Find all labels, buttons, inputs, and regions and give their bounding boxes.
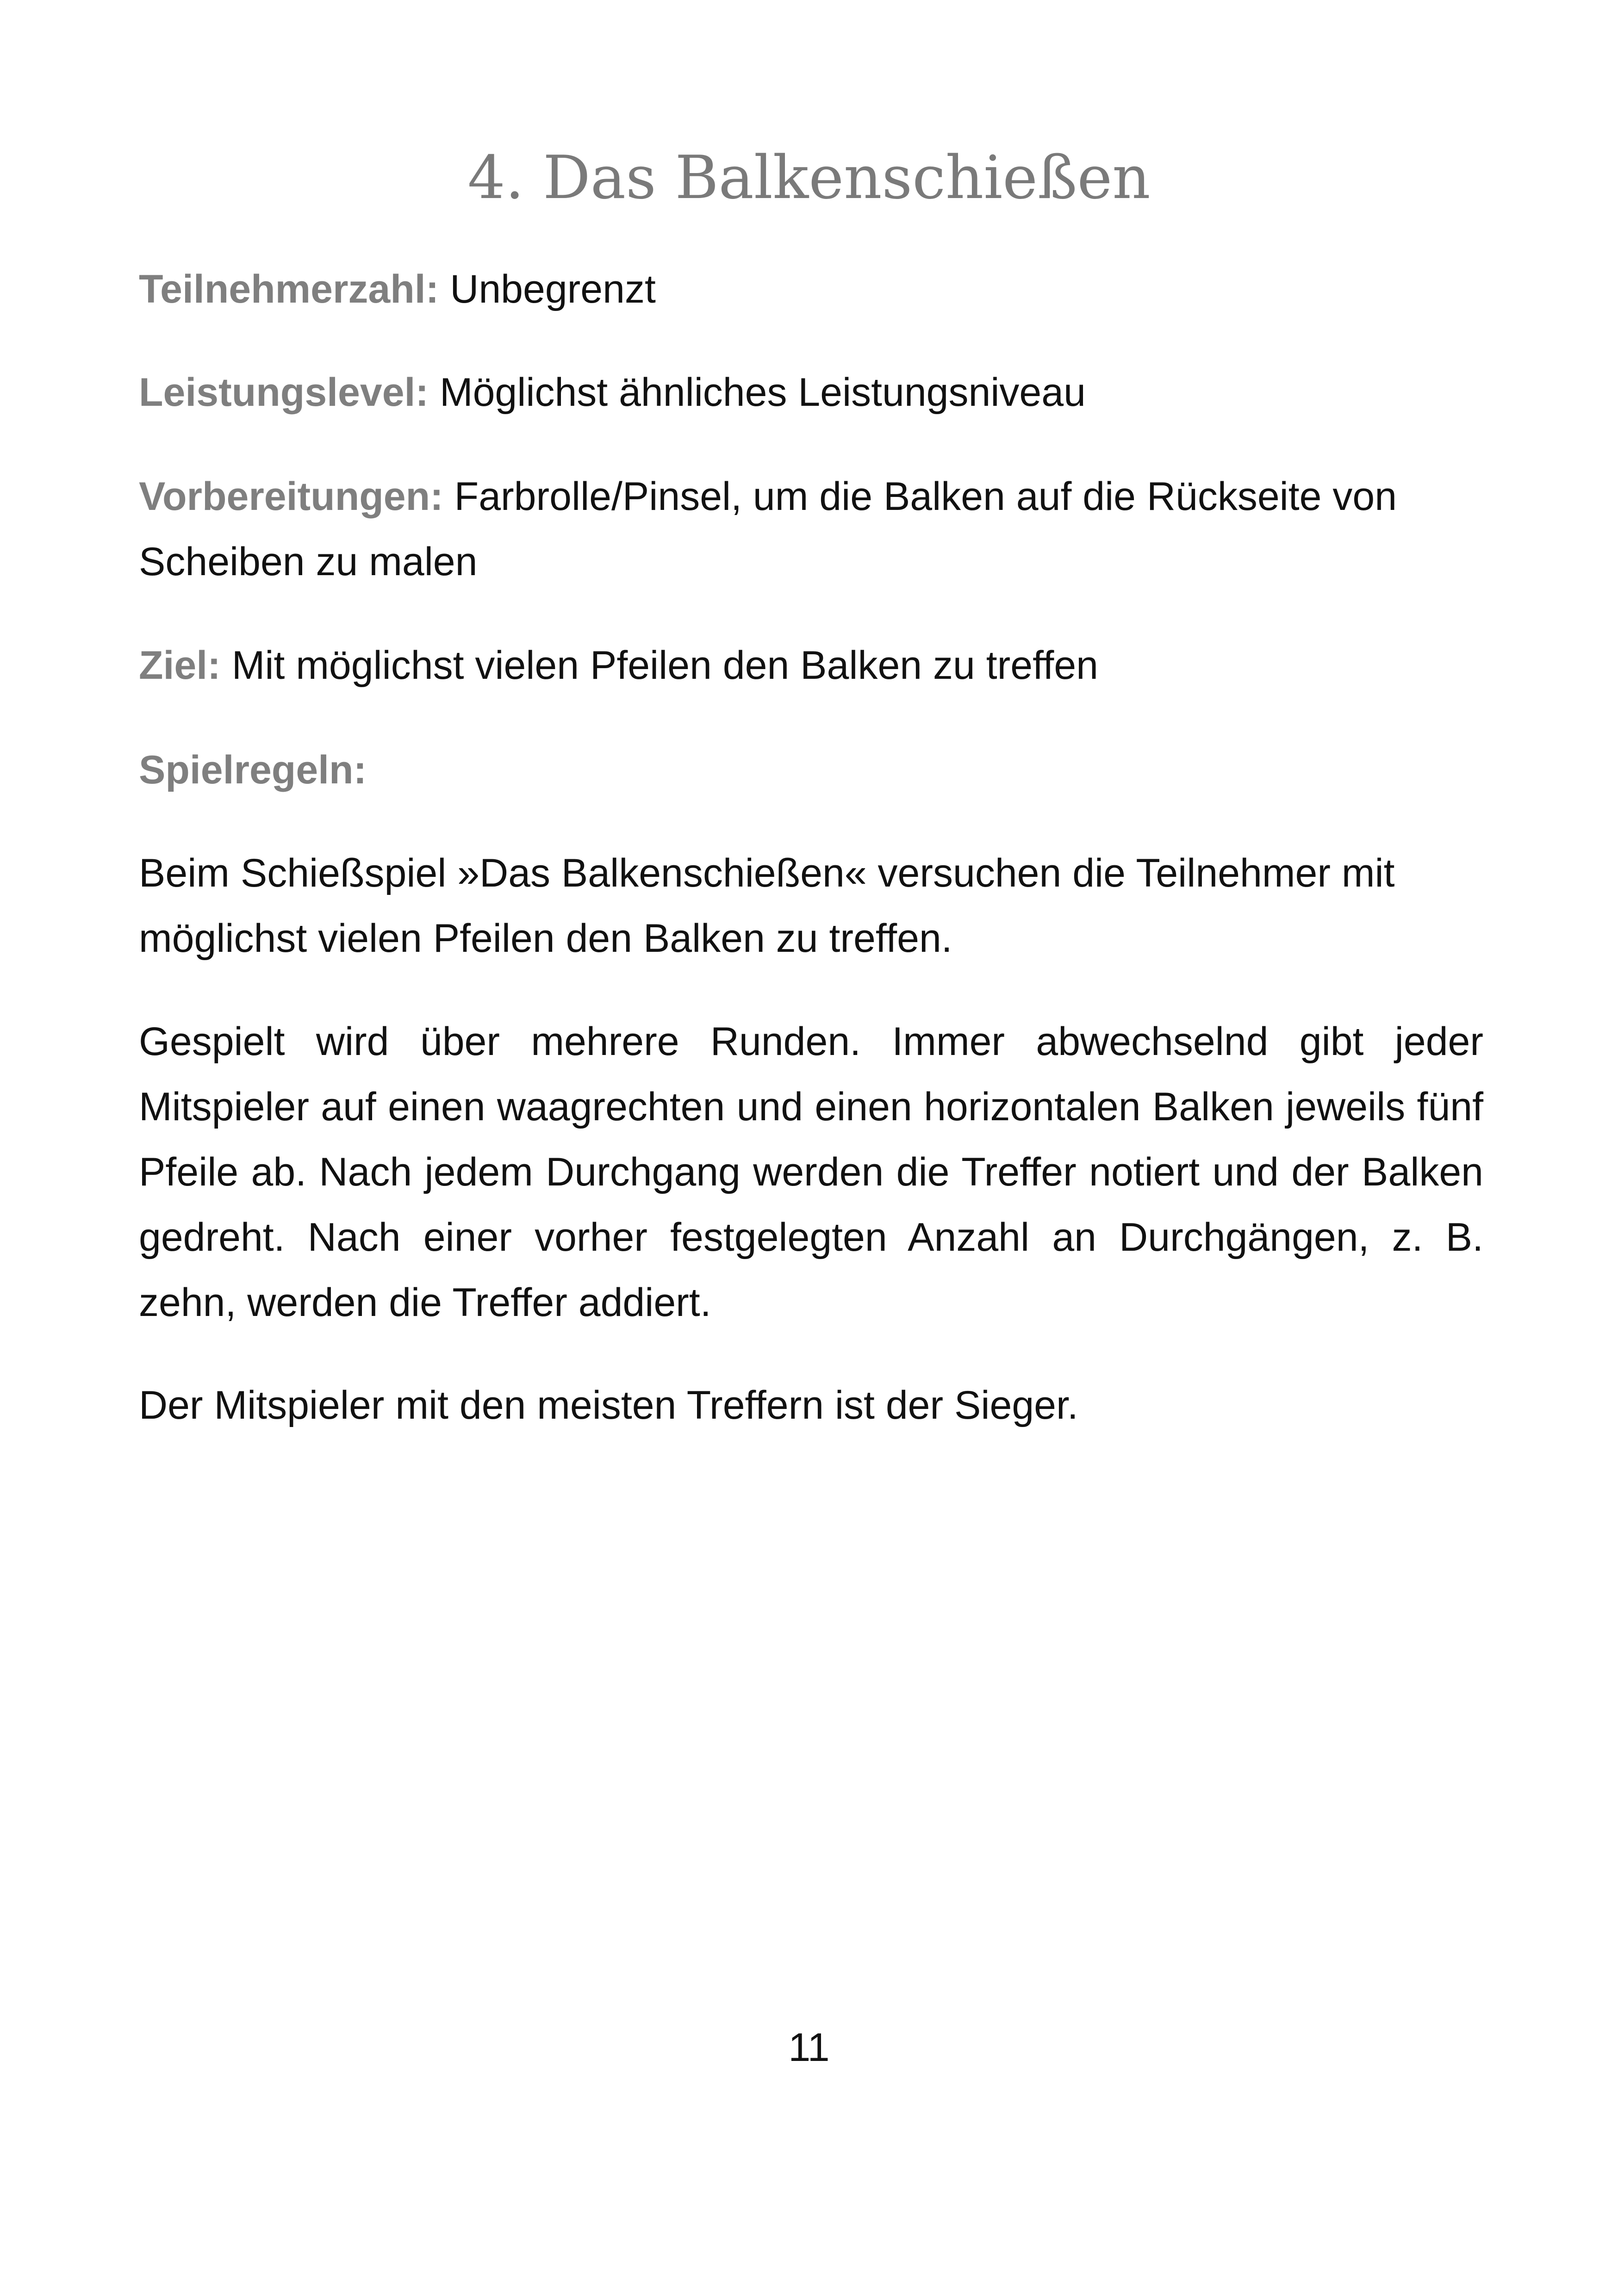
- paragraph-intro: Beim Schießspiel »Das Balkenschießen« versuchen die Teilnehmer mit möglichst vielen Pfeilen den Balken zu treffen.: [139, 851, 1395, 961]
- field-goal-label: Ziel:: [139, 643, 221, 688]
- field-goal-value: Mit möglichst vielen Pfeilen den Balken zu treffen: [231, 643, 1099, 688]
- field-preparation-value: Farbrolle/Pinsel, um die Balken auf die Rückseite von Scheiben zu malen: [139, 474, 1397, 584]
- field-level-value: Möglichst ähnliches Leistungsniveau: [439, 370, 1086, 415]
- field-preparation-label: Vorbereitungen:: [139, 474, 443, 519]
- page-number: 11: [788, 2025, 830, 2070]
- page-title: 4. Das Balkenschießen: [467, 143, 1151, 212]
- field-rules: [139, 738, 1481, 803]
- field-participants-label: Teilnehmerzahl:: [139, 267, 439, 311]
- field-goal: [139, 633, 1481, 698]
- field-rules-label: Spielregeln:: [139, 748, 367, 792]
- field-level-label: Leistungslevel:: [139, 370, 429, 415]
- field-level: [139, 360, 1481, 425]
- paragraph-winner: Der Mitspieler mit den meisten Treffern ist der Sieger.: [139, 1383, 1078, 1427]
- paragraph-procedure: Gespielt wird über mehrere Runden. Immer abwechselnd gibt jeder Mitspieler auf einen waagrechten und einen horizontalen Balken jeweils fünf Pfeile ab. Nach jedem Durchgang werden die Treffer notiert und der Balken gedreht. Nach einer vorher festgelegten Anzahl an Durchgängen, z. B. zehn, werden die Treffer addiert.: [139, 1019, 1483, 1325]
- field-participants: [139, 257, 1481, 322]
- field-participants-value: Unbegrenzt: [450, 267, 656, 311]
- field-preparation: [139, 464, 1481, 595]
